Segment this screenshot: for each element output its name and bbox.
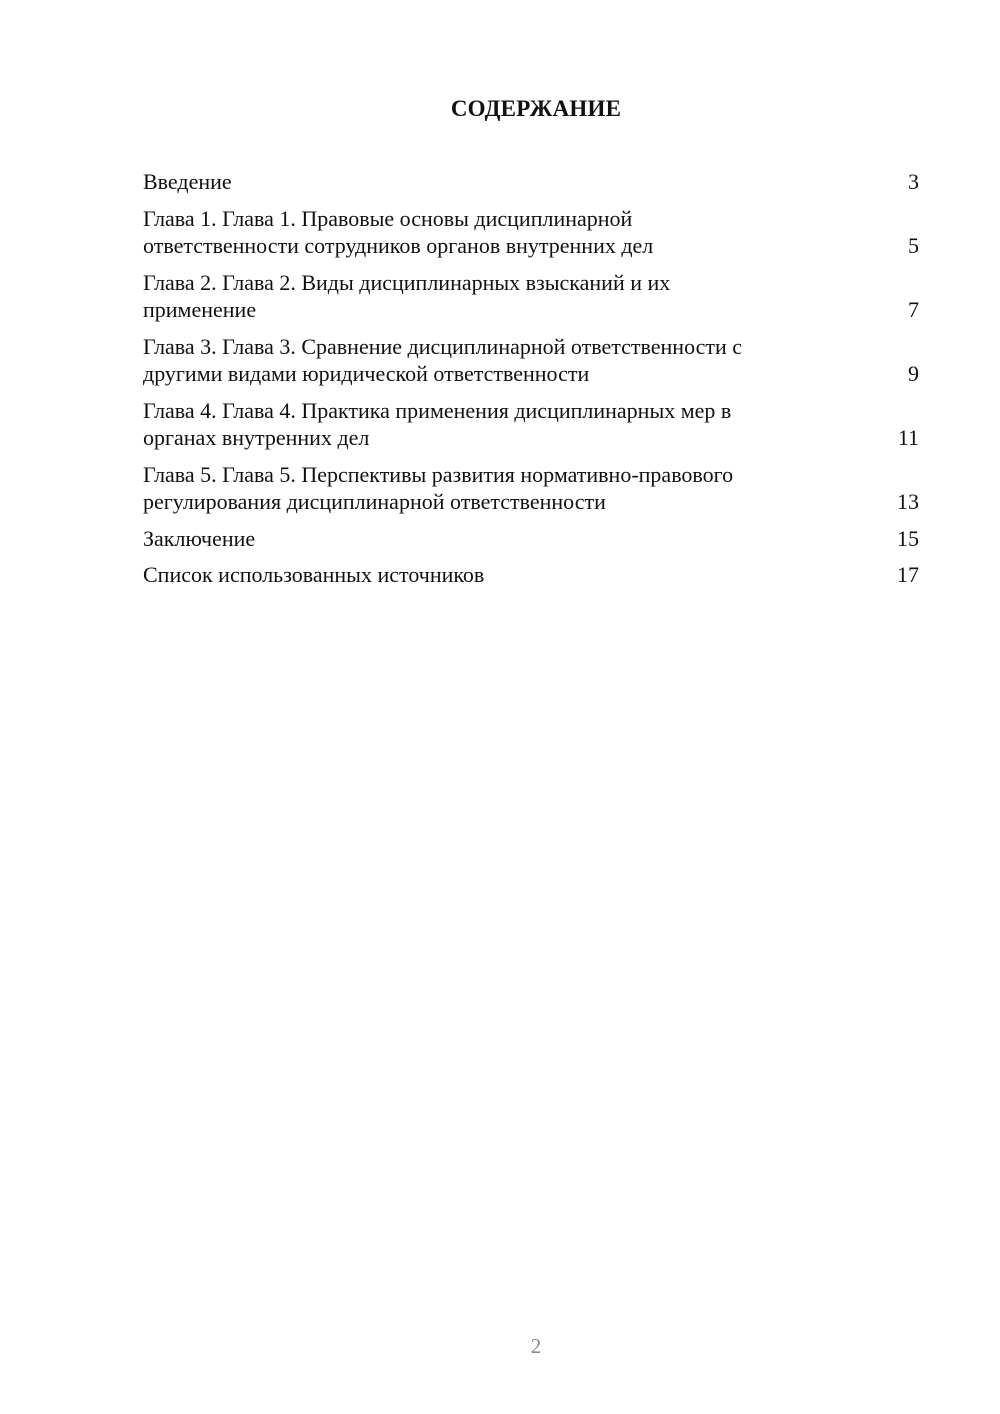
toc-entry-text: [143, 269, 843, 324]
page-number: 2: [530, 1334, 542, 1358]
toc-entry-line: Введение: [143, 169, 232, 194]
toc-entry-page: 11: [897, 425, 919, 450]
toc-entry-line: ответственности сотрудников органов внутренних дел: [143, 233, 654, 258]
toc-entry-text: [143, 168, 843, 196]
toc-entry-text: [143, 461, 843, 516]
toc-entry-line: Глава 1. Глава 1. Правовые основы дисциплинарной: [143, 205, 633, 231]
toc-entry-line: Глава 2. Глава 2. Виды дисциплинарных взысканий и их: [143, 269, 671, 295]
toc-entry-text: [143, 525, 843, 553]
toc-entry-text: [143, 397, 843, 452]
toc-entry-conclusion: [143, 525, 919, 553]
toc-entry-line: Глава 3. Глава 3. Сравнение дисциплинарной ответственности с: [143, 333, 743, 359]
toc-entry-page: 3: [908, 169, 919, 194]
toc-entry-page: 15: [897, 525, 919, 551]
toc-entry-line: Заключение: [143, 525, 256, 551]
toc-entry-text: [143, 205, 843, 260]
toc-entry-page: 17: [897, 562, 919, 587]
toc-entry-text: [143, 561, 843, 589]
toc-entry-chapter-2: [143, 269, 919, 324]
toc-entry-chapter-3: [143, 333, 919, 388]
toc-entry-references: [143, 561, 919, 589]
toc-entry-introduction: [143, 168, 919, 196]
toc-list: [143, 168, 919, 598]
toc-entry-line: регулирования дисциплинарной ответственности: [143, 489, 606, 514]
toc-entry-line: Глава 4. Глава 4. Практика применения дисциплинарных мер в: [143, 397, 732, 423]
toc-entry-chapter-5: [143, 461, 919, 516]
toc-entry-line: органах внутренних дел: [143, 425, 370, 450]
toc-title: СОДЕРЖАНИЕ: [450, 96, 622, 121]
toc-entry-chapter-4: [143, 397, 919, 452]
toc-entry-chapter-1: [143, 205, 919, 260]
toc-entry-page: 7: [908, 297, 919, 322]
toc-entry-line: другими видами юридической ответственности: [143, 361, 590, 386]
toc-entry-text: [143, 333, 843, 388]
toc-entry-page: 5: [908, 233, 919, 258]
toc-entry-page: 13: [897, 489, 919, 514]
toc-entry-line: применение: [143, 297, 257, 322]
toc-entry-line: Список использованных источников: [143, 562, 485, 587]
toc-entry-line: Глава 5. Глава 5. Перспективы развития нормативно-правового: [143, 461, 734, 487]
toc-entry-page: 9: [908, 361, 919, 386]
